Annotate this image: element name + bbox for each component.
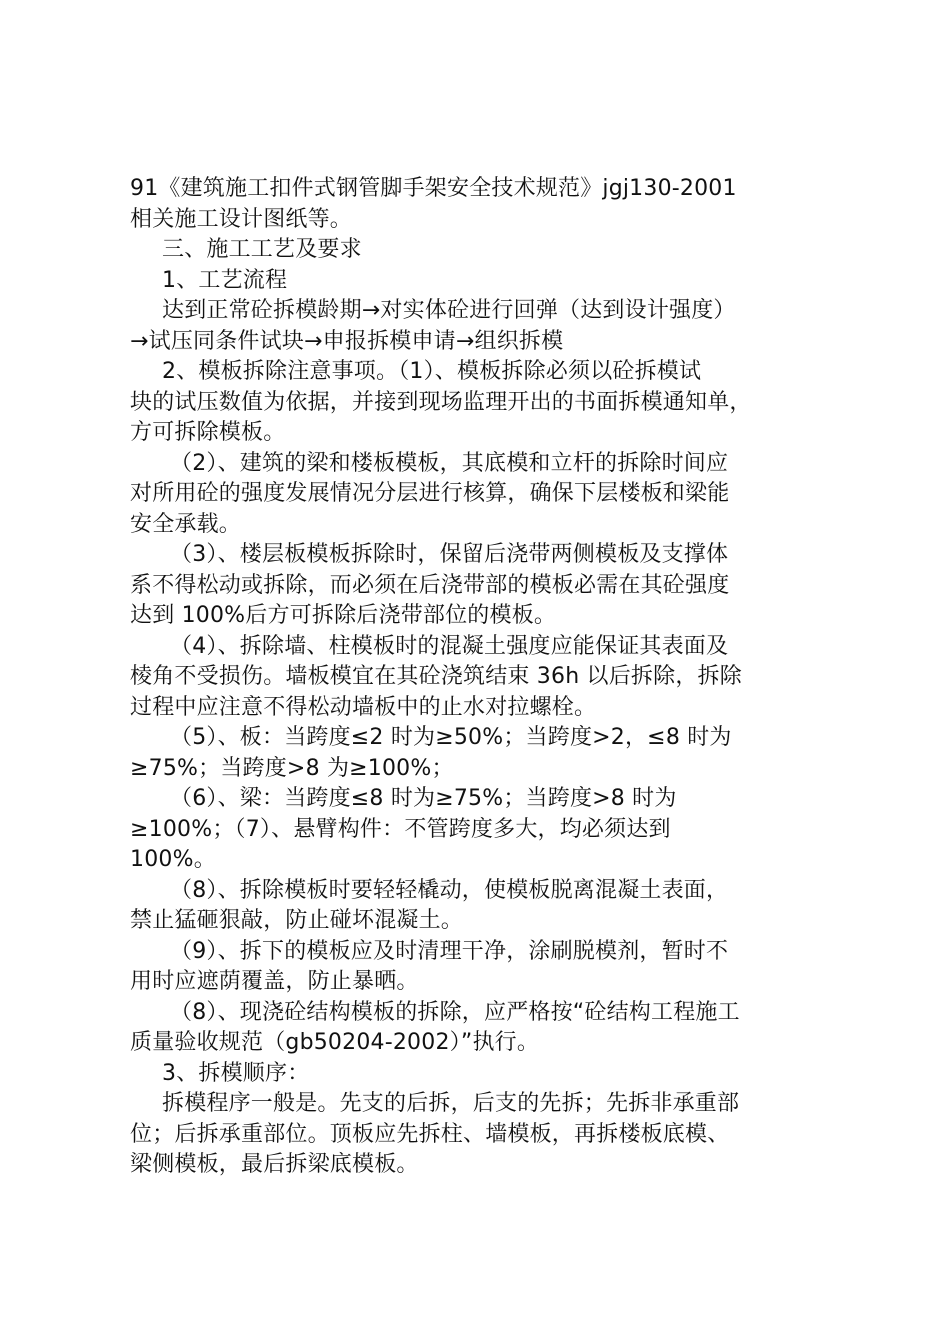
text-line: 相关施工设计图纸等。 — [130, 206, 353, 232]
text-line: 块的试压数值为依据，并接到现场监理开出的书面拆模通知单， — [130, 389, 752, 415]
text-line: ≥75%；当跨度>8 为≥100%； — [130, 755, 454, 781]
text-line: 达到正常砼拆模龄期→对实体砼进行回弹（达到设计强度） — [162, 298, 736, 323]
text-line: （6）、梁：当跨度≤8 时为≥75%；当跨度>8 时为 — [170, 786, 677, 811]
text-line: 三、施工工艺及要求 — [162, 237, 362, 262]
document-body — [130, 174, 840, 1181]
text-line: 用时应遮荫覆盖，防止暴晒。 — [130, 969, 419, 994]
text-line: 方可拆除模板。 — [130, 420, 286, 445]
text-line: 过程中应注意不得松动墙板中的止水对拉螺栓。 — [130, 694, 597, 720]
text-line: 系不得松动或拆除，而必须在后浇带部的模板必需在其砼强度 — [130, 572, 730, 598]
text-line: 梁侧模板，最后拆梁底模板。 — [130, 1152, 419, 1177]
text-line: （5）、板：当跨度≤2 时为≥50%；当跨度>2，≤8 时为 — [170, 725, 732, 750]
text-line: 达到 100%后方可拆除后浇带部位的模板。 — [130, 603, 557, 628]
text-line: （8）、拆除模板时要轻轻橇动，使模板脱离混凝土表面， — [170, 877, 729, 903]
text-line: 棱角不受损伤。墙板模宜在其砼浇筑结束 36h 以后拆除，拆除 — [130, 664, 742, 689]
text-line: （4）、拆除墙、柱模板时的混凝土强度应能保证其表面及 — [170, 633, 729, 659]
text-line: （2）、建筑的梁和楼板模板，其底模和立杆的拆除时间应 — [170, 450, 729, 476]
text-line: 100%。 — [130, 847, 216, 872]
text-line: （3）、楼层板模板拆除时，保留后浇带两侧模板及支撑体 — [170, 542, 729, 567]
text-line: →试压同条件试块→申报拆模申请→组织拆模 — [130, 328, 564, 354]
text-line: ≥100%；（7）、悬臂构件：不管跨度多大，均必须达到 — [130, 816, 671, 842]
text-line: 位；后拆承重部位。顶板应先拆柱、墙模板，再拆楼板底模、 — [130, 1121, 730, 1147]
text-line: 禁止猛砸狠敲，防止碰坏混凝土。 — [130, 908, 464, 933]
text-line: 安全承载。 — [130, 511, 242, 537]
text-line: 2、模板拆除注意事项。（1）、模板拆除必须以砼拆模试 — [162, 359, 702, 384]
text-line: （8）、现浇砼结构模板的拆除，应严格按“砼结构工程施工 — [170, 999, 740, 1025]
text-line: （9）、拆下的模板应及时清理干净，涂刷脱模剂，暂时不 — [170, 938, 729, 964]
text-line: 3、拆模顺序： — [162, 1060, 310, 1086]
text-line: 质量验收规范（gb50204-2002）”执行。 — [130, 1030, 540, 1055]
text-line: 拆模程序一般是。先支的后拆，后支的先拆；先拆非承重部 — [162, 1091, 740, 1116]
text-line: 91《建筑施工扣件式钢管脚手架安全技术规范》jgj130-2001 — [130, 176, 737, 201]
text-line: 1、工艺流程 — [162, 267, 288, 293]
text-line: 对所用砼的强度发展情况分层进行核算，确保下层楼板和梁能 — [130, 481, 730, 506]
